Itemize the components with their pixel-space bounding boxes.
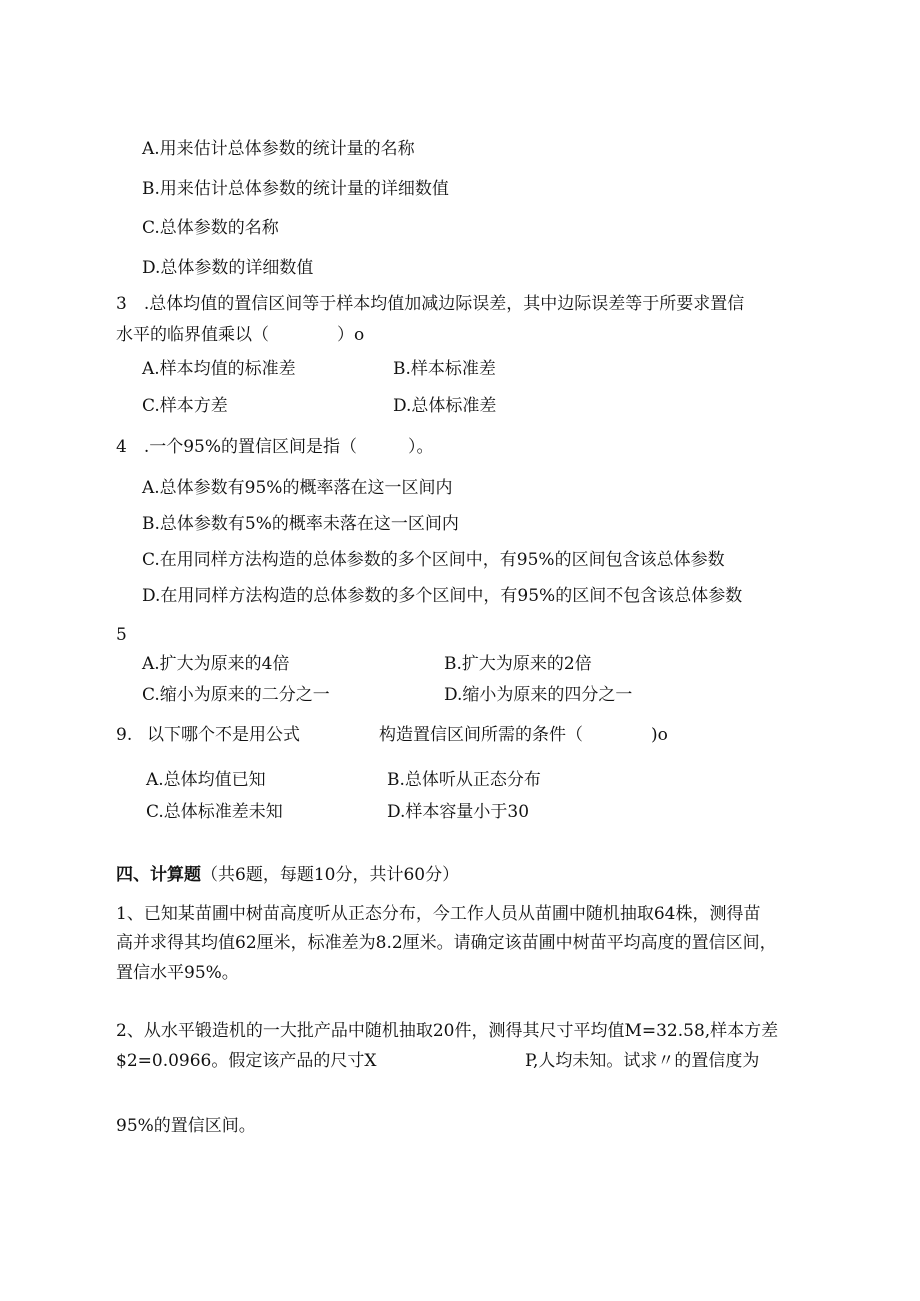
q5-option-c: C.缩小为原来的二分之一 <box>142 685 330 705</box>
problem2-line1: 2、从水平锻造机的一大批产品中随机抽取20件，测得其尺寸平均值M=32.58,样本方差 <box>116 1021 779 1041</box>
q3-option-d: D.总体标准差 <box>393 396 497 416</box>
q4-option-d: D.在用同样方法构造的总体参数的多个区间中，有95%的区间不包含该总体参数 <box>142 586 743 606</box>
q4-option-a: A.总体参数有95%的概率落在这一区间内 <box>142 478 453 498</box>
q2-option-d: D.总体参数的详细数值 <box>142 258 314 278</box>
q5-option-d: D.缩小为原来的四分之一 <box>444 685 633 705</box>
q5-option-b: B.扩大为原来的2倍 <box>444 654 592 674</box>
q9-option-a: A.总体均值已知 <box>146 770 266 790</box>
q2-option-a: A.用来估计总体参数的统计量的名称 <box>142 139 415 159</box>
problem1-line2: 高并求得其均值62厘米，标准差为8.2厘米。请确定该苗圃中树苗平均高度的置信区间， <box>116 933 777 953</box>
q2-option-c: C.总体参数的名称 <box>142 218 279 238</box>
q3-stem-line1: 3 .总体均值的置信区间等于样本均值加减边际误差，其中边际误差等于所要求置信 <box>116 294 745 314</box>
q4-option-c: C.在用同样方法构造的总体参数的多个区间中，有95%的区间包含该总体参数 <box>142 550 725 570</box>
q5-stem: 5 <box>116 625 127 645</box>
problem1-line3: 置信水平95%。 <box>116 963 239 983</box>
problem2-line2a: $2=0.0966。假定该产品的尺寸X <box>116 1051 377 1071</box>
section-subtitle: （共6题，每题10分，共计60分） <box>201 865 460 885</box>
problem2-line3: 95%的置信区间。 <box>116 1116 256 1136</box>
q9-option-c: C.总体标准差未知 <box>146 802 283 822</box>
q9-option-b: B.总体听从正态分布 <box>387 770 541 790</box>
q2-option-b: B.用来估计总体参数的统计量的详细数值 <box>142 179 449 199</box>
q9-stem-part1: 以下哪个不是用公式 <box>147 725 300 745</box>
q4-stem: 4 .一个95%的置信区间是指（ ）。 <box>116 437 434 457</box>
q3-option-c: C.样本方差 <box>142 396 228 416</box>
problem1-line1: 1、已知某苗圃中树苗高度听从正态分布，今工作人员从苗圃中随机抽取64株，测得苗 <box>116 904 761 924</box>
q9-stem-part2: 构造置信区间所需的条件（ )o <box>379 725 668 745</box>
q3-stem-line2: 水平的临界值乘以（ ）o <box>116 325 365 345</box>
q5-option-a: A.扩大为原来的4倍 <box>142 654 290 674</box>
q4-option-b: B.总体参数有5%的概率未落在这一区间内 <box>142 514 459 534</box>
q9-number: 9. <box>116 725 133 745</box>
section-title: 四、计算题 <box>116 865 201 885</box>
q3-option-a: A.样本均值的标准差 <box>142 359 296 379</box>
problem2-line2b: P,人均未知。试求〃的置信度为 <box>525 1051 760 1071</box>
q9-option-d: D.样本容量小于30 <box>387 802 530 822</box>
q3-option-b: B.样本标准差 <box>393 359 496 379</box>
section-heading <box>116 864 459 886</box>
